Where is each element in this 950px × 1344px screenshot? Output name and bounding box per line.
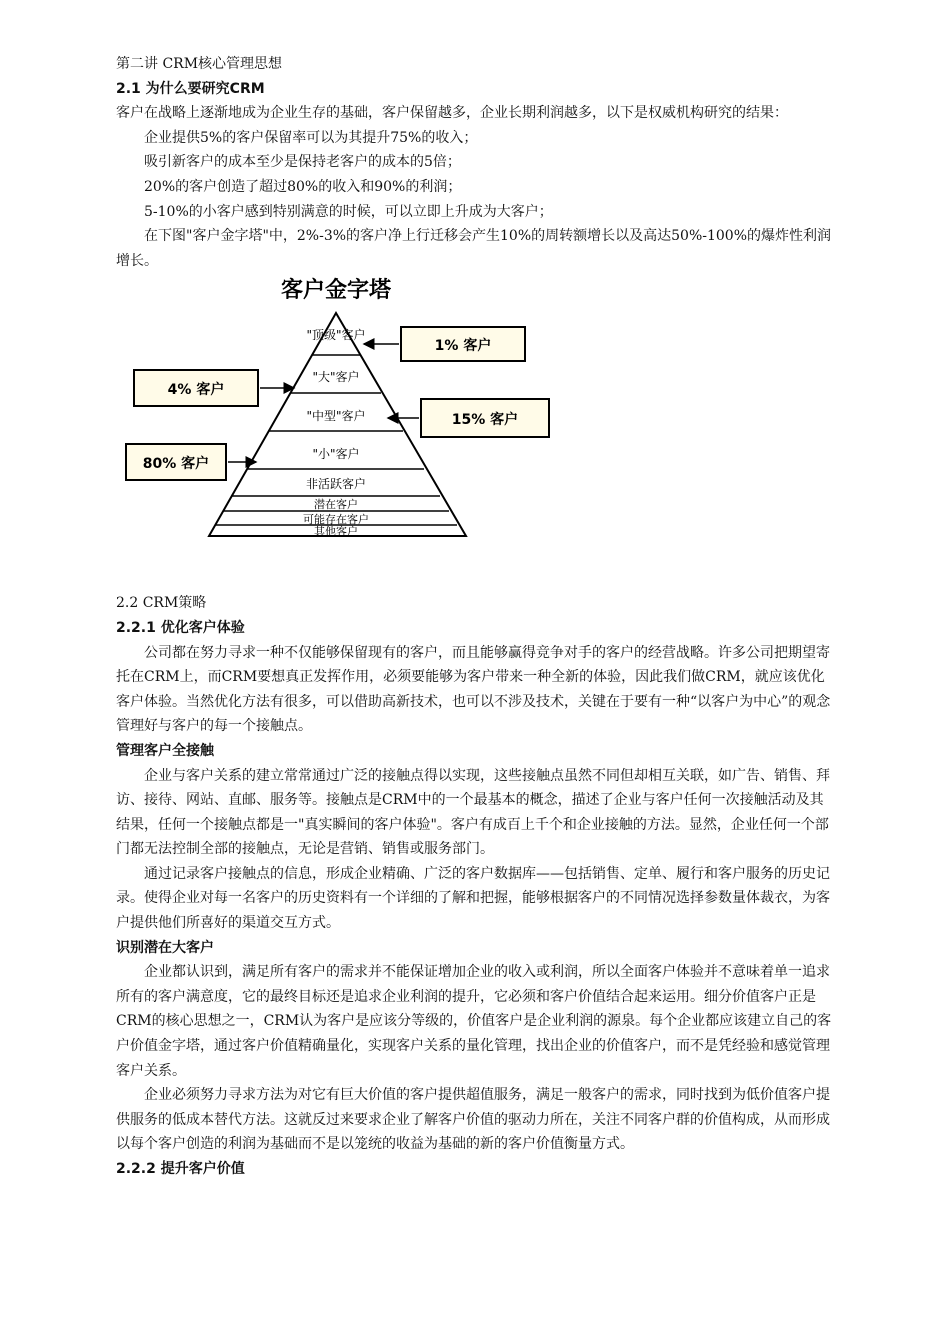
svg-text:15% 客户: 15% 客户 <box>451 412 519 429</box>
callout-15pct <box>388 399 549 437</box>
fact-item: 5-10%的小客户感到特别满意的时候，可以立即上升成为大客户； <box>144 203 553 220</box>
svg-text:4% 客户: 4% 客户 <box>167 382 225 399</box>
subsection-heading-2-2-2: 2.2.2 提升客户价值 <box>116 1161 245 1177</box>
fact-item: 20%的客户创造了超过80%的收入和90%的利润； <box>144 178 462 195</box>
pyramid-level-inactive: 非活跃客户 <box>305 477 367 492</box>
fact-item: 企业提供5%的客户保留率可以为其提升75%的收入； <box>144 129 478 146</box>
heading-manage-touchpoints: 管理客户全接触 <box>116 742 214 759</box>
pyramid-level-other: 其他客户 <box>314 525 358 539</box>
pyramid-level-large: "大"客户 <box>312 370 360 385</box>
paragraph-touchpoints: 企业与客户关系的建立常常通过广泛的接触点得以实现，这些接触点虽然不同但却相互关联，如广告、销售、拜访、接待、网站、直邮、服务等。接触点是CRM中的一个最基本的概念，描述了企业与客户任何一次接触活动及其结果，任何一个接触点都是一"真实瞬间的客户体验"。客户有成百上千个和企业接触的方法。显然，企业任何一个部门都无法控制全部的接触点，无论是营销、销售或服务部门。 <box>116 767 830 858</box>
pyramid-level-medium: "中型"客户 <box>306 409 366 424</box>
customer-pyramid-diagram <box>116 273 836 591</box>
paragraph-records: 通过记录客户接触点的信息，形成企业精确、广泛的客户数据库——包括销售、定单、履行和客户服务的历史记录。使得企业对每一名客户的历史资料有一个详细的了解和把握，能够根据客户的不同情况选择参数量体裁衣，为客户提供他们所喜好的渠道交互方式。 <box>116 865 830 932</box>
pyramid-level-top: "顶级"客户 <box>306 328 366 343</box>
intro-paragraph: 客户在战略上逐渐地成为企业生存的基础，客户保留越多，企业长期利润越多，以下是权威机构研究的结果： <box>116 105 788 122</box>
paragraph-optimize-experience: 公司都在努力寻求一种不仅能够保留现有的客户，而且能够赢得竞争对手的客户的经营战略。许多公司把期望寄托在CRM上，而CRM要想真正发挥作用，必须要能够为客户带来一种全新的体验，因此我们做CRM，就应该优化客户体验。当然优化方法有很多，可以借助高新技术，也可以不涉及技术，关键在于要有一种“以客户为中心”的观念管理好与客户的每一个接触点。 <box>116 644 831 735</box>
paragraph-value-drivers: 企业必须努力寻求方法为对它有巨大价值的客户提供超值服务，满足一般客户的需求，同时找到为低价值客户提供服务的低成本替代方法。这就反过来要求企业了解客户价值的驱动力所在，关注不同客户群的价值构成，从而形成以每个客户创造的利润为基础而不是以笼统的收益为基础的新的客户价值衡量方式。 <box>116 1087 830 1153</box>
heading-identify-big-customers: 识别潜在大客户 <box>116 939 214 956</box>
section-heading-2-2: 2.2 CRM策略 <box>116 595 207 612</box>
svg-text:80% 客户: 80% 客户 <box>142 456 210 473</box>
customer-pyramid-figure <box>116 273 836 591</box>
fact-item: 在下图"客户金字塔"中，2%-3%的客户净上行迁移会产生10%的周转额增长以及高达50%-100%的爆炸性利润增长。 <box>116 228 832 269</box>
callout-4pct <box>134 370 294 406</box>
document-page <box>116 52 836 1182</box>
svg-text:1% 客户: 1% 客户 <box>434 338 492 355</box>
paragraph-value-customers: 企业都认识到，满足所有客户的需求并不能保证增加企业的收入或利润，所以全面客户体验并不意味着单一追求所有的客户满意度，它的最终目标还是追求企业利润的提升，它必须和客户价值结合起来运用。细分价值客户正是CRM的核心思想之一，CRM认为客户是应该分等级的，价值客户是企业利润的源泉。每个企业都应该建立自己的客户价值金字塔，通过客户价值精确量化，实现客户关系的量化管理，找出企业的价值客户，而不是凭经验和感觉管理客户关系。 <box>116 964 832 1079</box>
callout-80pct <box>126 444 256 480</box>
pyramid-level-possible: 可能存在客户 <box>303 513 369 527</box>
pyramid-level-small: "小"客户 <box>312 447 360 462</box>
fact-item: 吸引新客户的成本至少是保持老客户的成本的5倍； <box>144 154 461 171</box>
section-heading-2-1: 2.1 为什么要研究CRM <box>116 80 265 97</box>
pyramid-title: 客户金字塔 <box>280 278 392 304</box>
subsection-heading-2-2-1: 2.2.1 优化客户体验 <box>116 619 245 636</box>
pyramid-level-potential: 潜在客户 <box>314 498 358 512</box>
lecture-title: 第二讲 CRM核心管理思想 <box>116 56 283 72</box>
callout-1pct <box>364 327 525 361</box>
